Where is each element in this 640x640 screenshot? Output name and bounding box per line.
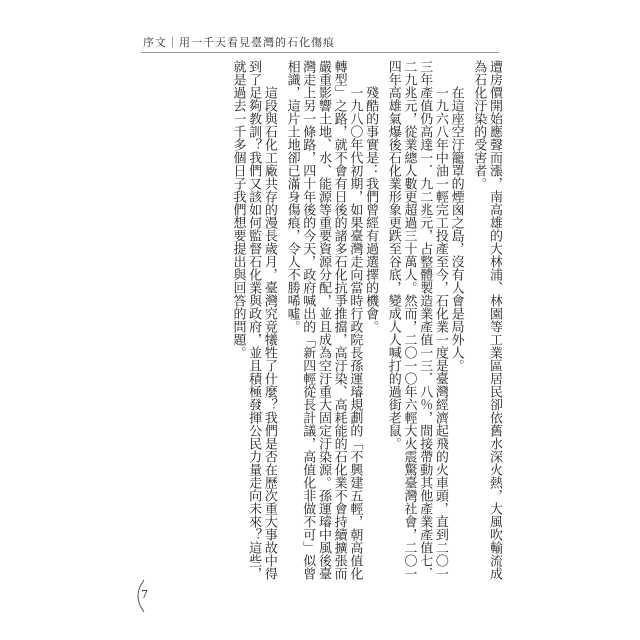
running-header: 序文｜用一千天看見臺灣的石化傷痕 [143,36,335,49]
paragraph-1: 遭房價開始應聲而漲，南高雄的大林浦、林園等工業區居民卻依舊水深火熱，大風吹輸流成為石化汙染的受害者。 [471,60,502,580]
paragraph-6: 這段與石化工廠共存的漫長歲月，臺灣究竟犧牲了什麼？我們是否在歷次重大事故中得到了足夠教訓？我們又該如何監督石化業與政府，並且積極發揮公民力量走向未來？這些，就是過去一千多個日子我們想要提出與回答的問題。 [230,60,277,580]
paragraph-3: 一九六八年中油一輕完工投產至今，石化業一度是臺灣經濟起飛的火車頭，直到二〇一三年產值仍高達一．九二兆元，占整體製造業產值一三．八％，間接帶動其他產業產值七．二九兆元，從業總人數更超過三十萬人。然而，二〇一〇年六輕大火震驚臺灣社會，二〇一四年高雄氣爆後石化業形象更跌至谷底，變成人人喊打的過街老鼠。 [385,60,448,580]
page-folio [128,576,158,616]
paragraph-2: 在這座空汙籠罩的煙囪之島，沒有人會是局外人。 [448,86,464,372]
page-number: 7 [141,588,148,601]
paragraph-4: 殘酷的事實是：我們曾經有過選擇的機會。 [363,86,379,333]
header-rule [141,52,499,53]
paragraph-5: 一九八〇年代初期，如果臺灣走向當時行政院長孫運璿規劃的「不興建五輕，朝高值化轉型」之路，就不會有日後的諸多石化抗爭推擋，高汙染、高耗能的石化業不會持續擴張而嚴重影響土地、水、能源等重要資源分配，並且成為空汙重大固定汙染源。孫運璿中風後臺灣走上另一條路，四十年後的今天，政府喊出的「新四輕從長計議，高值化非做不可」似曾相識，這片土地卻已滿身傷痕，令人不勝唏噓。 [284,60,363,580]
body-text [148,60,502,580]
